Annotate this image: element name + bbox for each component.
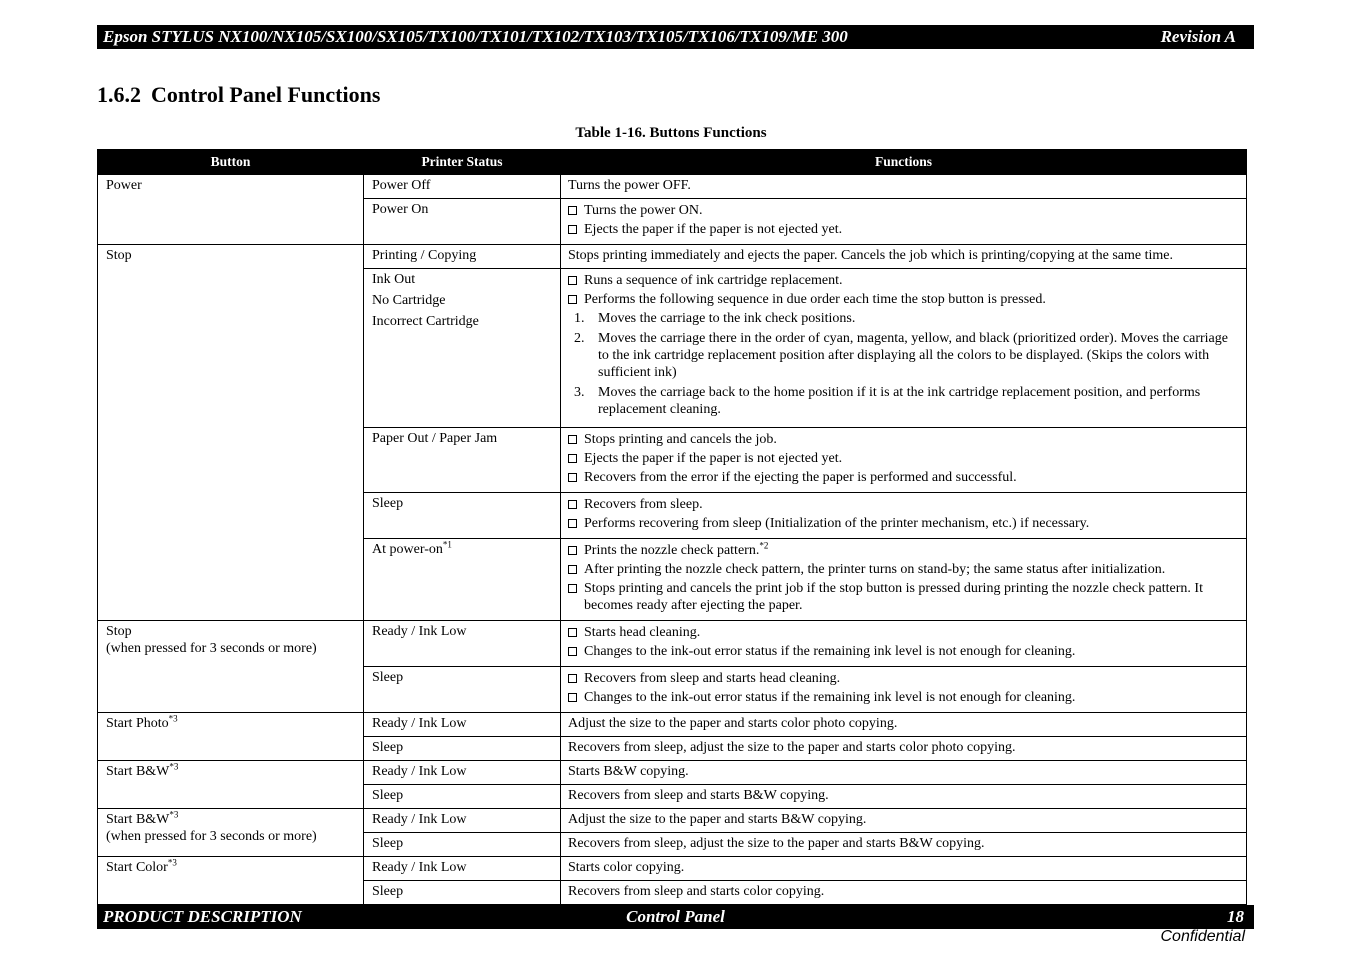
status-cell: [364, 785, 561, 809]
status-cell: [364, 175, 561, 199]
function-cell: [561, 809, 1247, 833]
status-cell: [364, 809, 561, 833]
function-text: Recovers from sleep, adjust the size to the paper and starts B&W copying.: [568, 836, 985, 851]
bullet-item: [568, 561, 1241, 578]
footnote-marker: *1: [442, 539, 452, 550]
item-number: 3.: [574, 385, 585, 400]
status-text: Sleep: [372, 836, 404, 851]
status-text: Ready / Ink Low: [372, 624, 467, 639]
footer-chapter-label: Control Panel: [626, 907, 725, 926]
checkbox-bullet-icon: [568, 295, 577, 304]
status-cell: [364, 761, 561, 785]
bullet-text: Recovers from sleep.: [584, 497, 703, 512]
page-number: 18: [1227, 907, 1244, 926]
bullet-item: [568, 431, 1241, 448]
function-cell: [561, 175, 1247, 199]
button-note: (when pressed for 3 seconds or more): [106, 641, 317, 656]
status-text: At power-on: [372, 542, 443, 557]
function-cell: [561, 881, 1247, 905]
status-text: Sleep: [372, 740, 404, 755]
page-header-bar: [97, 25, 1254, 49]
bullet-text: Stops printing and cancels the job.: [584, 432, 777, 447]
bullet-item: [568, 643, 1241, 660]
function-cell: [561, 539, 1247, 621]
function-text: Recovers from sleep and starts B&W copying.: [568, 788, 829, 803]
bullet-text: Runs a sequence of ink cartridge replacement.: [584, 273, 843, 288]
function-text: Starts color copying.: [568, 860, 685, 875]
status-cell: [364, 737, 561, 761]
status-text: Ready / Ink Low: [372, 764, 467, 779]
checkbox-bullet-icon: [568, 473, 577, 482]
footnote-marker: *3: [167, 857, 177, 868]
confidential-label: Confidential: [1160, 928, 1245, 945]
status-cell: [364, 199, 561, 245]
status-text: Sleep: [372, 884, 404, 899]
function-cell: [561, 713, 1247, 737]
bullet-text: Changes to the ink-out error status if the remaining ink level is not enough for cleaning.: [584, 690, 1076, 705]
bullet-text: Ejects the paper if the paper is not ejected yet.: [584, 222, 843, 237]
function-cell: [561, 269, 1247, 428]
item-text: Moves the carriage back to the home position if it is at the ink cartridge replacement position, and performs replacement cleaning.: [598, 385, 1201, 417]
function-cell: [561, 857, 1247, 881]
checkbox-bullet-icon: [568, 584, 577, 593]
status-text: Paper Out / Paper Jam: [372, 431, 498, 446]
document-title: Epson STYLUS NX100/NX105/SX100/SX105/TX100/TX101/TX102/TX103/TX105/TX106/TX109/ME 300: [103, 27, 848, 46]
status-text: Sleep: [372, 788, 404, 803]
function-text: Adjust the size to the paper and starts color photo copying.: [568, 716, 898, 731]
bullet-text: Changes to the ink-out error status if the remaining ink level is not enough for cleaning.: [584, 644, 1076, 659]
function-text: Turns the power OFF.: [568, 178, 691, 193]
checkbox-bullet-icon: [568, 628, 577, 637]
section-heading: [97, 82, 380, 108]
bullet-item: [568, 450, 1241, 467]
numbered-item: [568, 330, 1241, 381]
bullet-item: [568, 670, 1241, 687]
footnote-marker: *2: [759, 540, 769, 551]
table-row: [98, 245, 1247, 269]
footnote-marker: *3: [168, 713, 178, 724]
numbered-item: [568, 384, 1241, 418]
button-name: Start B&W: [106, 812, 170, 827]
checkbox-bullet-icon: [568, 500, 577, 509]
item-number: 1.: [574, 311, 585, 326]
item-text: Moves the carriage to the ink check positions.: [598, 311, 856, 326]
status-text: Ready / Ink Low: [372, 860, 467, 875]
table-caption: Table 1-16. Buttons Functions: [575, 125, 767, 141]
status-text: Printing / Copying: [372, 248, 477, 263]
button-cell: [98, 245, 364, 621]
status-cell: [364, 667, 561, 713]
bullet-item: [568, 202, 1241, 219]
function-cell: [561, 833, 1247, 857]
table-row: [98, 713, 1247, 737]
section-title: Control Panel Functions: [151, 82, 381, 107]
checkbox-bullet-icon: [568, 225, 577, 234]
checkbox-bullet-icon: [568, 519, 577, 528]
function-cell: [561, 493, 1247, 539]
checkbox-bullet-icon: [568, 565, 577, 574]
status-text: Incorrect Cartridge: [372, 314, 479, 329]
column-header-functions: Functions: [561, 150, 1247, 175]
status-cell: [364, 713, 561, 737]
checkbox-bullet-icon: [568, 276, 577, 285]
checkbox-bullet-icon: [568, 693, 577, 702]
function-cell: [561, 785, 1247, 809]
bullet-text: Stops printing and cancels the print job if the stop button is pressed during printing the nozzle check pattern. It becomes ready after ejecting the paper.: [584, 581, 1203, 613]
section-number: 1.6.2: [97, 82, 141, 107]
checkbox-bullet-icon: [568, 435, 577, 444]
function-text: Recovers from sleep and starts color copying.: [568, 884, 825, 899]
button-cell: [98, 809, 364, 857]
function-text: Starts B&W copying.: [568, 764, 689, 779]
function-text: Adjust the size to the paper and starts B&W copying.: [568, 812, 867, 827]
status-text: Ready / Ink Low: [372, 716, 467, 731]
status-text: Sleep: [372, 496, 404, 511]
button-cell: [98, 761, 364, 809]
bullet-text: Recovers from sleep and starts head cleaning.: [584, 671, 841, 686]
checkbox-bullet-icon: [568, 674, 577, 683]
button-cell: [98, 713, 364, 761]
table-header-row: [98, 150, 1247, 175]
status-cell: [364, 621, 561, 667]
status-text: Power Off: [372, 178, 431, 193]
table-row: [98, 857, 1247, 881]
bullet-text: After printing the nozzle check pattern, the printer turns on stand-by; the same status after initialization.: [584, 562, 1166, 577]
function-cell: [561, 737, 1247, 761]
status-cell: [364, 833, 561, 857]
button-cell: [98, 621, 364, 713]
item-text: Moves the carriage there in the order of cyan, magenta, yellow, and black (prioritized order). Moves the carriage to the ink cartridge replacement position after displaying all the colors to be displayed. (Skips the colors with sufficient ink): [598, 331, 1228, 380]
bullet-text: Ejects the paper if the paper is not ejected yet.: [584, 451, 843, 466]
button-name: Power: [106, 178, 142, 193]
column-header-button: Button: [98, 150, 364, 175]
button-note: (when pressed for 3 seconds or more): [106, 829, 317, 844]
button-name: Stop: [106, 248, 132, 263]
bullet-item: [568, 272, 1241, 289]
bullet-text: Recovers from the error if the ejecting the paper is performed and successful.: [584, 470, 1017, 485]
bullet-text: Prints the nozzle check pattern.: [584, 543, 760, 558]
column-header-printer-status: Printer Status: [364, 150, 561, 175]
status-text: Ready / Ink Low: [372, 812, 467, 827]
status-text: Power On: [372, 202, 429, 217]
revision-label: Revision A: [1160, 27, 1236, 46]
status-cell: [364, 857, 561, 881]
buttons-functions-table: [97, 149, 1247, 905]
footnote-marker: *3: [169, 809, 179, 820]
table-row: [98, 621, 1247, 667]
button-cell: [98, 175, 364, 245]
bullet-item: [568, 689, 1241, 706]
function-cell: [561, 428, 1247, 493]
function-text: Stops printing immediately and ejects the paper. Cancels the job which is printing/copying at the same time.: [568, 248, 1173, 263]
function-cell: [561, 761, 1247, 785]
status-cell: [364, 245, 561, 269]
function-text: Recovers from sleep, adjust the size to the paper and starts color photo copying.: [568, 740, 1016, 755]
button-name: Start Color: [106, 860, 168, 875]
button-name: Start B&W: [106, 764, 170, 779]
bullet-text: Performs recovering from sleep (Initialization of the printer mechanism, etc.) if necessary.: [584, 516, 1090, 531]
bullet-item: [568, 221, 1241, 238]
bullet-item: [568, 624, 1241, 641]
table-row: [98, 809, 1247, 833]
status-text: Ink Out: [372, 272, 416, 287]
bullet-item: [568, 542, 1241, 559]
checkbox-bullet-icon: [568, 546, 577, 555]
bullet-text: Turns the power ON.: [584, 203, 703, 218]
bullet-text: Starts head cleaning.: [584, 625, 701, 640]
item-number: 2.: [574, 331, 585, 346]
status-text: Sleep: [372, 670, 404, 685]
bullet-item: [568, 291, 1241, 308]
footer-section-label: PRODUCT DESCRIPTION: [103, 907, 302, 926]
button-cell: [98, 857, 364, 905]
function-cell: [561, 621, 1247, 667]
function-cell: [561, 245, 1247, 269]
checkbox-bullet-icon: [568, 647, 577, 656]
page-footer-bar: [97, 905, 1254, 929]
function-cell: [561, 667, 1247, 713]
bullet-item: [568, 469, 1241, 486]
table-row: [98, 761, 1247, 785]
function-cell: [561, 199, 1247, 245]
numbered-item: [568, 310, 1241, 327]
status-cell: [364, 493, 561, 539]
footnote-marker: *3: [169, 761, 179, 772]
bullet-item: [568, 580, 1241, 614]
checkbox-bullet-icon: [568, 206, 577, 215]
status-cell: [364, 539, 561, 621]
button-name: Start Photo: [106, 716, 169, 731]
status-cell: [364, 428, 561, 493]
status-text: No Cartridge: [372, 293, 446, 308]
status-cell: [364, 881, 561, 905]
checkbox-bullet-icon: [568, 454, 577, 463]
bullet-item: [568, 515, 1241, 532]
table-row: [98, 175, 1247, 199]
button-name: Stop: [106, 624, 132, 639]
status-cell: [364, 269, 561, 428]
bullet-text: Performs the following sequence in due order each time the stop button is pressed.: [584, 292, 1046, 307]
bullet-item: [568, 496, 1241, 513]
